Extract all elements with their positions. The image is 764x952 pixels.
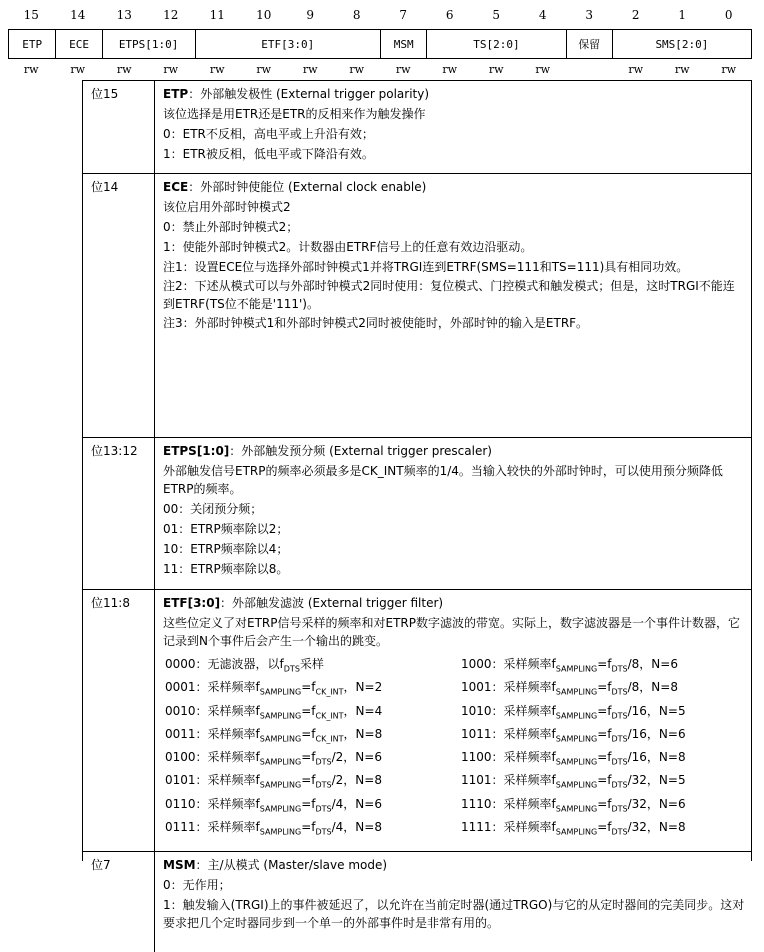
access-type: rw <box>256 63 272 76</box>
access-type: rw <box>23 63 39 76</box>
access-type: rw <box>628 63 644 76</box>
register-field: 保留 <box>566 30 612 58</box>
bit-number: 13 <box>116 8 132 22</box>
access-type: rw <box>535 63 551 76</box>
desc-line: 该位启用外部时钟模式2 <box>163 200 291 214</box>
filter-option: 1111：采样频率$f_{SAMPLING}=f_{DTS}/32$，N=8 <box>461 820 686 837</box>
bit-number: 3 <box>585 8 594 22</box>
filter-option: 0010：采样频率$f_{SAMPLING}=f_{CK\_INT}$，N=4 <box>165 703 383 720</box>
filter-option: 0001：采样频率$f_{SAMPLING}=f_{CK\_INT}$，N=2 <box>165 680 383 697</box>
desc-line: 0：ETR不反相，高电平或上升沿有效； <box>163 127 374 141</box>
access-type: rw <box>442 63 458 76</box>
row-msm <box>83 851 751 952</box>
filter-option: 0110：采样频率$f_{SAMPLING}=f_{DTS}/4$，N=6 <box>165 796 382 814</box>
row-etf <box>83 589 751 852</box>
bit-label: 位11:8 <box>91 596 130 610</box>
note-3: 注3：外部时钟模式1和外部时钟模式2同时被使能时，外部时钟的输入是ETRF。 <box>163 316 589 330</box>
register-field: SMS[2:0] <box>612 30 751 58</box>
access-type <box>566 62 613 78</box>
bit-label: 位14 <box>91 180 119 194</box>
filter-option: 1011：采样频率$f_{SAMPLING}=f_{DTS}/16$，N=6 <box>461 726 686 744</box>
desc-line: 该位选择是用ETR还是ETR的反相来作为触发操作 <box>163 107 426 121</box>
field-title: ETPS[1:0]：外部触发预分频 (External trigger prescaler) <box>163 444 492 458</box>
row-etp <box>83 81 751 173</box>
register-field: TS[2:0] <box>426 30 565 58</box>
field-title: MSM：主/从模式 (Master/slave mode) <box>163 858 388 872</box>
desc-line: 00：关闭预分频； <box>163 502 263 516</box>
bit-label: 位7 <box>91 858 111 872</box>
access-type: rw <box>209 63 225 76</box>
desc-line: 10：ETRP频率除以4； <box>163 542 289 556</box>
bit-number: 7 <box>399 8 408 22</box>
bit-number: 8 <box>352 8 361 22</box>
bit-number: 11 <box>209 8 225 22</box>
desc-line: 1：ETR被反相，低电平或下降沿有效。 <box>163 147 374 161</box>
filter-option: 0000：无滤波器，以$f_{DTS}$采样 <box>165 657 324 674</box>
bit-number: 2 <box>631 8 640 22</box>
filter-option: 0101：采样频率$f_{SAMPLING}=f_{DTS}/2$，N=8 <box>165 773 382 790</box>
note-1: 注1：设置ECE位与选择外部时钟模式1并将TRGI连到ETRF(SMS=111和TS=111)具有相同功效。 <box>163 260 689 274</box>
access-type: rw <box>302 63 318 76</box>
filter-option: 0100：采样频率$f_{SAMPLING}=f_{DTS}/2$，N=6 <box>165 750 382 767</box>
row-etps <box>83 437 751 590</box>
desc-paragraph: 这些位定义了对ETRP信号采样的频率和对ETRP数字滤波的带宽。实际上，数字滤波器是一个事件计数器，它记录到N个事件后会产生一个输出的跳变。 <box>163 616 740 648</box>
bit-number: 5 <box>492 8 501 22</box>
filter-option: 0011：采样频率$f_{SAMPLING}=f_{CK\_INT}$，N=8 <box>165 726 383 744</box>
filter-options-grid <box>165 653 745 839</box>
register-field: ETP <box>22 37 43 51</box>
field-title: ETP：外部触发极性 (External trigger polarity) <box>163 87 430 101</box>
bit-number: 4 <box>538 8 547 22</box>
filter-option: 1000：采样频率$f_{SAMPLING}=f_{DTS}/8$，N=6 <box>461 657 678 674</box>
access-type: rw <box>488 63 504 76</box>
register-field: ECE <box>55 30 101 58</box>
desc-line: 0：无作用； <box>163 878 231 892</box>
bit-number: 15 <box>23 8 39 22</box>
bit-label: 位13:12 <box>91 444 138 458</box>
bit-number: 10 <box>256 8 272 22</box>
filter-option: 1010：采样频率$f_{SAMPLING}=f_{DTS}/16$，N=5 <box>461 703 686 720</box>
bit-number: 9 <box>306 8 315 22</box>
access-type: rw <box>116 63 132 76</box>
access-type: rw <box>163 63 179 76</box>
access-type: rw <box>721 63 737 76</box>
bit-number: 0 <box>724 8 733 22</box>
note-2: 注2：下述从模式可以与外部时钟模式2同时使用：复位模式、门控模式和触发模式；但是，这时TRGI不能连到ETRF(TS位不能是'111')。 <box>163 279 735 311</box>
desc-paragraph: 外部触发信号ETRP的频率必须最多是CK_INT频率的1/4。当输入较快的外部时钟时，可以使用预分频降低ETRP的频率。 <box>163 464 723 496</box>
bit-description-table <box>82 80 752 930</box>
register-field: MSM <box>380 30 426 58</box>
register-field: ETPS[1:0] <box>102 30 195 58</box>
row-ece <box>83 173 751 438</box>
access-type: rw <box>70 63 86 76</box>
bit-label: 位15 <box>91 87 119 101</box>
bit-number: 6 <box>445 8 454 22</box>
access-type: rw <box>674 63 690 76</box>
desc-line: 1：使能外部时钟模式2。计数器由ETRF信号上的任意有效边沿驱动。 <box>163 240 533 254</box>
filter-option: 1110：采样频率$f_{SAMPLING}=f_{DTS}/32$，N=6 <box>461 796 686 814</box>
desc-line: 01：ETRP频率除以2； <box>163 522 289 536</box>
bit-number: 1 <box>678 8 687 22</box>
access-type: rw <box>395 63 411 76</box>
desc-line: 0：禁止外部时钟模式2； <box>163 220 299 234</box>
bit-number: 14 <box>70 8 86 22</box>
access-type-row <box>8 62 752 78</box>
bit-number: 12 <box>163 8 179 22</box>
register-field-map <box>8 29 752 59</box>
filter-option: 0111：采样频率$f_{SAMPLING}=f_{DTS}/4$，N=8 <box>165 820 382 837</box>
desc-paragraph: 1：触发输入(TRGI)上的事件被延迟了，以允许在当前定时器(通过TRGO)与它的从定时器间的完美同步。这对要求把几个定时器同步到一个单一的外部事件时是非常有用的。 <box>163 898 745 930</box>
field-title: ECE：外部时钟使能位 (External clock enable) <box>163 180 427 194</box>
filter-option: 1100：采样频率$f_{SAMPLING}=f_{DTS}/16$，N=8 <box>461 750 686 767</box>
filter-option: 1101：采样频率$f_{SAMPLING}=f_{DTS}/32$，N=5 <box>461 773 686 790</box>
register-field: ETF[3:0] <box>195 30 381 58</box>
desc-line: 11：ETRP频率除以8。 <box>163 562 289 576</box>
field-title: ETF[3:0]：外部触发滤波 (External trigger filter) <box>163 596 444 610</box>
filter-option: 1001：采样频率$f_{SAMPLING}=f_{DTS}/8$，N=8 <box>461 680 678 697</box>
access-type: rw <box>349 63 365 76</box>
bit-number-row <box>8 6 752 24</box>
